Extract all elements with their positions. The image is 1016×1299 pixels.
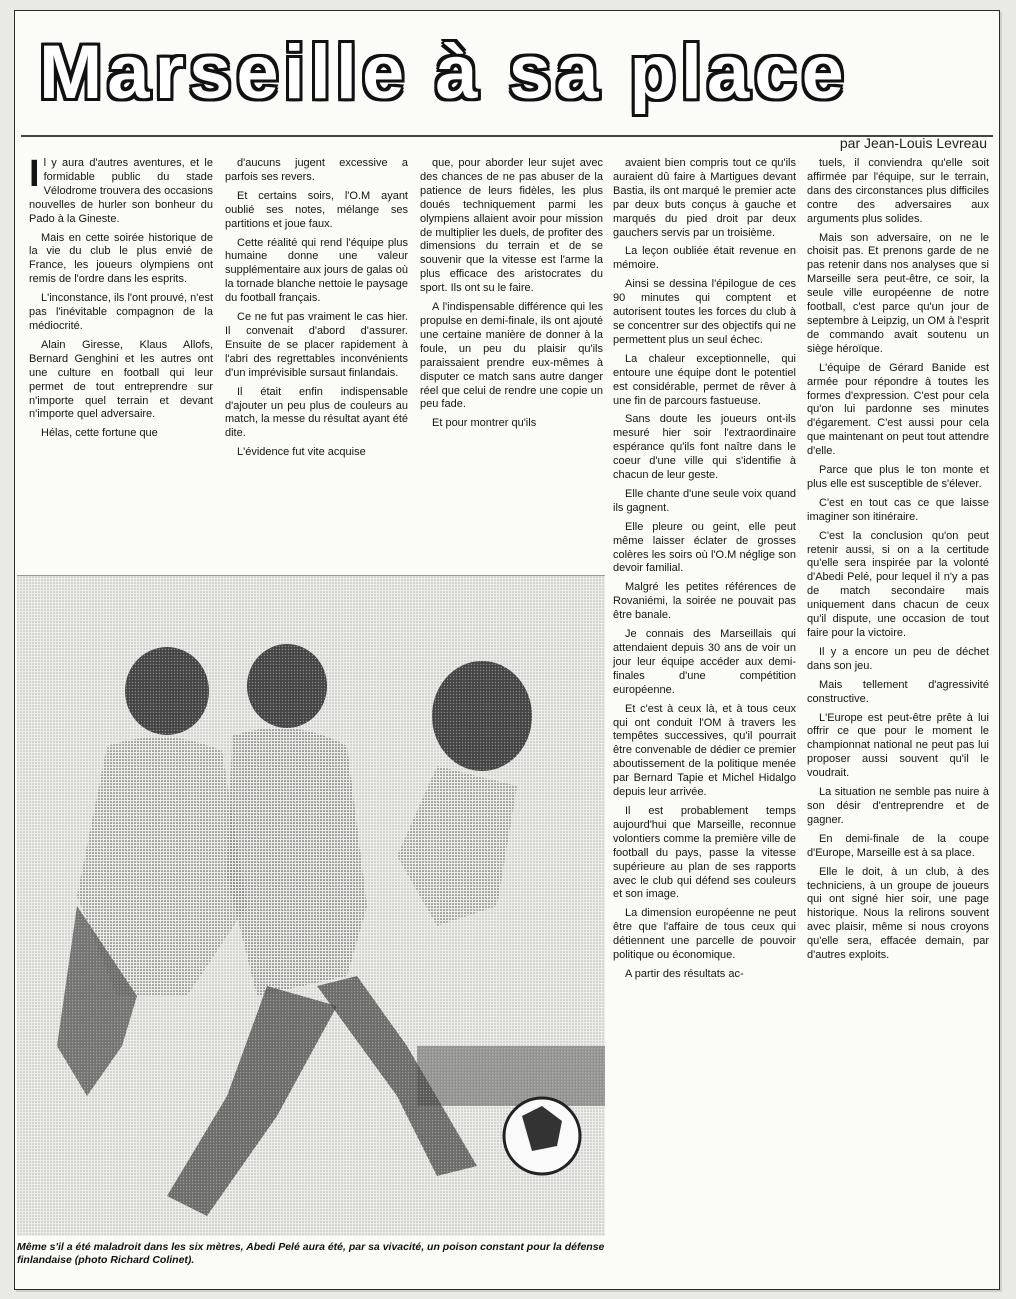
drop-cap: I [29, 153, 40, 195]
article-paragraph: Parce que plus le ton monte et plus elle est susceptible de s'élever. [807, 464, 989, 490]
article-paragraph: A partir des résultats ac- [625, 967, 744, 980]
article-paragraph: Ce ne fut pas vraiment le cas hier. Il convenait d'abord d'assurer. Ensuite de se placer rapidement à l'abri des regrettables inconvénients d'un imprévisible sursaut finlandais. [225, 311, 408, 379]
article-paragraph: Mais tellement d'agressivité constructive. [807, 678, 989, 705]
article-paragraph: Elle chante d'une seule voix quand ils gagnent. [613, 487, 796, 514]
article-paragraph: d'aucuns jugent excessive a parfois ses revers. [225, 157, 408, 183]
article-paragraph: que, pour aborder leur sujet avec des chances de ne pas abuser de la patience de leurs fidèles, les plus doués techniquement parmi les olympiens allaient avoir pour mission de multiplier les duels, de profiter des dimensions du terrain et de se souvenir que la vitesse est l'arme la plus efficace des aristocrates du sport. Ils ont su le faire. [420, 157, 603, 295]
article-paragraph: C'est la conclusion qu'on peut retenir aussi, si on a la certitude qu'elle sera inspirée par la volonté d'Abedi Pelé, pour lequel il n'y a pas de match secondaire mais uniquement dans chacun de ceux qu'il dispute, une occasion de tout faire pour la victoire. [807, 529, 989, 639]
article-paragraph: L'équipe de Gérard Banide est armée pour répondre à toutes les formes d'expression. C'est pour cela qu'on lui pardonne ses minutes d'égarement. C'est aussi pour cela que maintenant on peut tout attendre d'elle. [807, 361, 989, 458]
football-players-photo [17, 576, 605, 1236]
article-paragraph: A l'indispensable différence qui les propulse en demi-finale, ils ont ajouté une certaine manière de donner à la foule, un peu du plaisir qu'ils paraissaient prendre eux-mêmes à disputer ce match sans autre danger réel que celui de rendre une copie un peu fade. [420, 301, 603, 411]
article-paragraph: Il est probablement temps aujourd'hui que Marseille, reconnue volontiers comme la première ville de football du pays, passe la vitesse supérieure au plan de ses rapports avec le club qui défend ses couleurs et son image. [613, 804, 796, 901]
article-paragraph: C'est en tout cas ce que laisse imaginer son itinéraire. [807, 496, 989, 523]
match-photo [17, 575, 605, 1236]
article-paragraph: L'Europe est peut-être prête à lui offrir ce que pour le moment le championnat national ne peut pas lui proposer aussi souvent qu'il le voudrait. [807, 711, 989, 780]
article-paragraph: La chaleur exceptionnelle, qui entoure une équipe dont le potentiel est considérable, permet de rêver à une fin de parcours fastueuse. [613, 352, 796, 407]
article-paragraph: Malgré les petites références de Rovaniémi, la soirée ne pouvait pas être banale. [613, 581, 796, 622]
article-paragraph: Et pour montrer qu'ils [432, 417, 537, 430]
article-paragraph: L'évidence fut vite acquise [237, 446, 366, 459]
article-paragraph: Il était enfin indispensable d'ajouter un peu plus de couleurs au match, la messe du résultat ayant été dite. [225, 385, 408, 440]
article-paragraph: En demi-finale de la coupe d'Europe, Marseille est à sa place. [807, 832, 989, 859]
article-paragraph: Et certains soirs, l'O.M ayant oublié ses notes, mélange ses partitions et joue faux. [225, 189, 408, 230]
article-paragraph: La leçon oubliée était revenue en mémoire. [613, 245, 796, 272]
article-paragraph: L'inconstance, ils l'ont prouvé, n'est pas l'inévitable compagnon de la médiocrité. [29, 292, 214, 332]
byline: par Jean-Louis Levreau [839, 135, 987, 151]
article-column-3 [420, 157, 603, 436]
article-column-2 [225, 157, 408, 465]
newspaper-clipping [14, 10, 1000, 1290]
headline: Marseille à sa place [39, 30, 849, 115]
article-column-4 [613, 157, 796, 987]
article-paragraph: Mais son adversaire, on ne le choisit pas. Et prenons garde de ne pas retenir dans nos analyses que si Marseille sera peut-être, ce soir, la seule ville européenne de notre football, c'est parce qu'un jour de septembre à Leipzig, un OM à l'esprit de commando avait soutenu un siège héroïque. [807, 231, 989, 355]
article-paragraph: La situation ne semble pas nuire à son désir d'entreprendre et de gagner. [807, 786, 989, 826]
article-paragraph: Cette réalité qui rend l'équipe plus humaine donne une valeur supplémentaire aux jours de galas où la tornade blanche nettoie le paysage du football français. [225, 236, 408, 305]
article-column-1 [29, 153, 214, 446]
article-paragraph: Elle le doit, à un club, à des techniciens, à un groupe de joueurs qui ont signé hier soir, une page historique. Nous la relirons souvent avec plaisir, même si nous croyons qu'elle sera, effacée demain, par d'autres exploits. [807, 865, 989, 962]
photo-caption: Même s'il a été maladroit dans les six mètres, Abedi Pelé aura été, par sa vivacité, un poison constant pour la défense finlandaise (photo Richard Colinet). [17, 1241, 605, 1266]
article-paragraph: Ainsi se dessina l'épilogue de ces 90 minutes qui comptent et autorisent toutes les forces du club à se concentrer sur des objectifs qui ne permettent plus un seul échec. [613, 278, 796, 346]
article-paragraph: avaient bien compris tout ce qu'ils auraient dû faire à Martigues devant Bastia, ils ont marqué le premier acte par deux buts conçus à gauche et marqués du pied droit par deux gauchers servis par un troisième. [613, 157, 796, 239]
article-paragraph: La dimension européenne ne peut être que l'affaire de tous ceux qui détiennent une parcelle de pouvoir politique ou économique. [613, 907, 796, 962]
article-paragraph: Sans doute les joueurs ont-ils mesuré hier soir l'extraordinaire espérance qu'ils font naître dans le coeur d'une ville qui s'identifie à chacun de leur geste. [613, 413, 796, 482]
article-paragraph: tuels, il conviendra qu'elle soit affirmée par l'équipe, sur le terrain, dans des circonstances plus difficiles contre des adversaires aux arguments plus solides. [807, 157, 989, 225]
article-paragraph: Il y a encore un peu de déchet dans son jeu. [807, 645, 989, 672]
article-paragraph: Hélas, cette fortune que [41, 427, 158, 440]
article-paragraph: Alain Giresse, Klaus Allofs, Bernard Genghini et les autres ont une culture en football qui leur permet de tout entreprendre sur n'importe quel terrain et devant n'importe quel adversaire. [29, 338, 213, 421]
article-column-5 [807, 157, 989, 968]
article-paragraph: Il y aura d'autres aventures, et le formidable public du stade Vélodrome trouvera des occasions nouvelles de hurler son bonheur du Pado à la Gineste. [29, 153, 213, 225]
article-paragraph: Elle pleure ou geint, elle peut même laisser éclater de grosses colères les soirs où l'O.M néglige son devoir familial. [613, 520, 796, 575]
article-paragraph: Mais en cette soirée historique de la vie du club le plus envié de France, les joueurs olympiens ont remis de l'ordre dans les esprits. [29, 231, 213, 286]
article-paragraph: Et c'est à ceux là, et à tous ceux qui ont conduit l'OM à travers les tempêtes successives, qu'il pourrait être convenable de dédier ce premier aboutissement de la politique menée par Bernard Tapie et Michel Hidalgo depuis leur arrivée. [613, 702, 796, 799]
article-paragraph: Je connais des Marseillais qui attendaient depuis 30 ans de voir un jour leur équipe accéder aux demi-finales d'une compétition européenne. [613, 628, 796, 696]
